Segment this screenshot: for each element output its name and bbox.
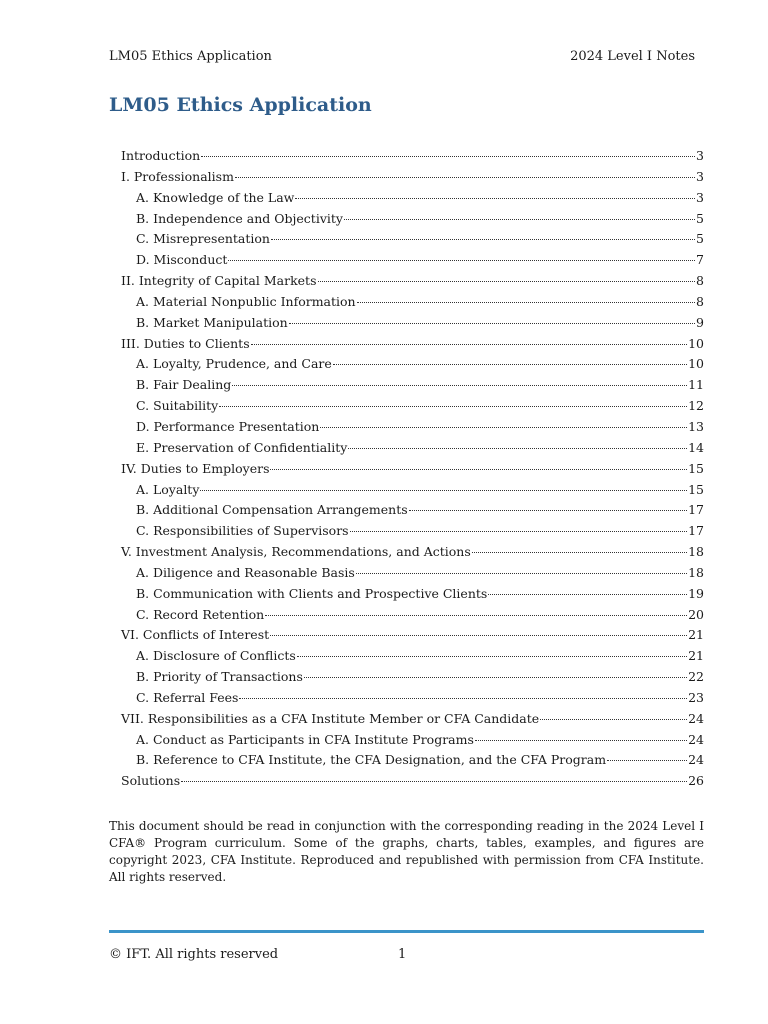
toc-entry[interactable] <box>121 711 704 732</box>
toc-entry-page[interactable]: 3 <box>696 189 704 205</box>
toc-entry-page[interactable]: 21 <box>688 627 704 643</box>
toc-entry-label[interactable]: B. Communication with Clients and Prospective Clients <box>136 585 488 601</box>
toc-dot-leader <box>356 573 687 574</box>
toc-entry-page[interactable]: 24 <box>688 731 704 747</box>
toc-entry[interactable] <box>121 523 704 544</box>
toc-entry-label[interactable]: II. Integrity of Capital Markets <box>121 273 317 289</box>
toc-entry-label[interactable]: B. Fair Dealing <box>136 377 232 393</box>
toc-entry-label[interactable]: A. Disclosure of Conflicts <box>136 648 296 664</box>
toc-entry-label[interactable]: C. Suitability <box>136 398 219 414</box>
toc-entry[interactable] <box>121 294 704 315</box>
toc-entry-page[interactable]: 10 <box>688 356 704 372</box>
toc-entry-page[interactable]: 10 <box>688 335 704 351</box>
toc-entry-page[interactable]: 9 <box>696 314 704 330</box>
toc-entry-page[interactable]: 17 <box>688 502 704 518</box>
page-header <box>109 47 695 65</box>
toc-dot-leader <box>251 344 687 345</box>
toc-entry[interactable] <box>121 252 704 273</box>
footer-copyright: © IFT. All rights reserved <box>109 947 279 962</box>
toc-entry-page[interactable]: 8 <box>696 293 704 309</box>
toc-dot-leader <box>232 385 687 386</box>
toc-dot-leader <box>271 239 695 240</box>
table-of-contents <box>121 148 704 794</box>
toc-entry[interactable] <box>121 482 704 503</box>
toc-dot-leader <box>344 219 695 220</box>
toc-dot-leader <box>350 531 688 532</box>
toc-dot-leader <box>265 615 687 616</box>
toc-dot-leader <box>475 740 687 741</box>
toc-entry[interactable] <box>121 627 704 648</box>
toc-entry[interactable] <box>121 190 704 211</box>
header-right-title: 2024 Level I Notes <box>570 48 695 64</box>
toc-entry-page[interactable]: 7 <box>696 252 704 268</box>
toc-entry-label[interactable]: A. Loyalty <box>136 481 200 497</box>
toc-entry[interactable] <box>121 461 704 482</box>
header-left-title: LM05 Ethics Application <box>109 48 272 64</box>
toc-entry-label[interactable]: A. Diligence and Reasonable Basis <box>136 564 355 580</box>
toc-entry-label[interactable]: A. Conduct as Participants in CFA Institute Programs <box>136 731 474 747</box>
toc-entry[interactable] <box>121 148 704 169</box>
toc-entry-label[interactable]: VII. Responsibilities as a CFA Institute Member or CFA Candidate <box>121 710 540 726</box>
toc-entry[interactable] <box>121 544 704 565</box>
toc-dot-leader <box>348 448 687 449</box>
copyright-notice: This document should be read in conjunction with the corresponding reading in the 2024 Level I CFA® Program curriculum. Some of the graphs, charts, tables, examples, and figures are copyright 2023, CFA Institute. Reproduced and republished with permission from CFA Institute. All rights reserved. <box>109 819 704 884</box>
toc-entry-page[interactable]: 8 <box>696 273 704 289</box>
toc-dot-leader <box>270 469 687 470</box>
toc-entry-label[interactable]: VI. Conflicts of Interest <box>121 627 270 643</box>
toc-dot-leader <box>318 281 696 282</box>
toc-entry-page[interactable]: 15 <box>688 481 704 497</box>
toc-entry[interactable] <box>121 502 704 523</box>
toc-entry[interactable] <box>121 398 704 419</box>
toc-dot-leader <box>289 323 695 324</box>
toc-entry-page[interactable]: 18 <box>688 544 704 560</box>
toc-entry-page[interactable]: 26 <box>688 773 704 789</box>
toc-entry[interactable] <box>121 648 704 669</box>
toc-dot-leader <box>320 427 687 428</box>
toc-entry-page[interactable]: 24 <box>688 710 704 726</box>
toc-dot-leader <box>239 698 687 699</box>
toc-entry-page[interactable]: 17 <box>688 523 704 539</box>
toc-dot-leader <box>304 677 687 678</box>
toc-entry-label[interactable]: C. Referral Fees <box>136 689 239 705</box>
toc-entry[interactable] <box>121 669 704 690</box>
toc-entry-label[interactable]: A. Knowledge of the Law <box>136 189 295 205</box>
toc-entry-page[interactable]: 13 <box>688 418 704 434</box>
toc-dot-leader <box>472 552 687 553</box>
toc-entry-label[interactable]: IV. Duties to Employers <box>121 460 270 476</box>
footer-page-number: 1 <box>398 947 407 962</box>
toc-entry-page[interactable]: 20 <box>688 606 704 622</box>
toc-entry-label[interactable]: Solutions <box>121 773 181 789</box>
toc-entry[interactable] <box>121 752 704 773</box>
toc-dot-leader <box>270 635 687 636</box>
toc-entry[interactable] <box>121 607 704 628</box>
toc-dot-leader <box>409 510 687 511</box>
toc-entry-label[interactable]: B. Reference to CFA Institute, the CFA Designation, and the CFA Program <box>136 752 607 768</box>
toc-entry-label[interactable]: C. Responsibilities of Supervisors <box>136 523 349 539</box>
toc-entry[interactable] <box>121 773 704 794</box>
toc-entry-label[interactable]: D. Performance Presentation <box>136 418 320 434</box>
toc-entry-page[interactable]: 12 <box>688 398 704 414</box>
toc-entry[interactable] <box>121 377 704 398</box>
toc-entry-label[interactable]: B. Independence and Objectivity <box>136 210 343 226</box>
toc-entry-label[interactable]: B. Market Manipulation <box>136 314 288 330</box>
toc-entry-label[interactable]: I. Professionalism <box>121 168 234 184</box>
document-title: LM05 Ethics Application <box>109 94 372 116</box>
toc-entry-page[interactable]: 18 <box>688 564 704 580</box>
toc-entry-label[interactable]: D. Misconduct <box>136 252 228 268</box>
toc-entry-page[interactable]: 3 <box>696 148 704 163</box>
toc-entry-page[interactable]: 14 <box>688 439 704 455</box>
toc-entry-label[interactable]: C. Record Retention <box>136 606 265 622</box>
toc-dot-leader <box>228 260 695 261</box>
toc-dot-leader <box>235 177 695 178</box>
toc-dot-leader <box>540 719 687 720</box>
toc-dot-leader <box>333 364 687 365</box>
toc-entry-label[interactable]: C. Misrepresentation <box>136 231 270 247</box>
toc-entry[interactable] <box>121 419 704 440</box>
toc-entry-label[interactable]: V. Investment Analysis, Recommendations, and Actions <box>121 544 471 560</box>
toc-dot-leader <box>357 302 695 303</box>
toc-entry-label[interactable]: Introduction <box>121 148 201 163</box>
toc-entry-page[interactable]: 21 <box>688 648 704 664</box>
toc-entry-label[interactable]: E. Preservation of Confidentiality <box>136 439 348 455</box>
toc-entry[interactable] <box>121 336 704 357</box>
toc-entry-page[interactable]: 22 <box>688 669 704 685</box>
footer-divider <box>109 930 704 933</box>
toc-dot-leader <box>219 406 687 407</box>
toc-entry-label[interactable]: III. Duties to Clients <box>121 335 250 351</box>
toc-dot-leader <box>488 594 687 595</box>
toc-entry-page[interactable]: 19 <box>688 585 704 601</box>
toc-dot-leader <box>181 781 687 782</box>
toc-entry[interactable] <box>121 732 704 753</box>
page-footer <box>109 947 704 965</box>
toc-entry[interactable] <box>121 690 704 711</box>
toc-entry[interactable] <box>121 440 704 461</box>
toc-dot-leader <box>201 156 695 157</box>
toc-entry-label[interactable]: B. Priority of Transactions <box>136 669 303 685</box>
toc-entry-page[interactable]: 15 <box>688 460 704 476</box>
toc-dot-leader <box>200 490 687 491</box>
toc-entry[interactable] <box>121 586 704 607</box>
toc-entry-page[interactable]: 11 <box>688 377 704 393</box>
toc-entry-label[interactable]: A. Loyalty, Prudence, and Care <box>136 356 332 372</box>
toc-entry[interactable] <box>121 565 704 586</box>
toc-entry[interactable] <box>121 211 704 232</box>
toc-dot-leader <box>607 760 687 761</box>
toc-entry[interactable] <box>121 315 704 336</box>
toc-entry-page[interactable]: 23 <box>688 689 704 705</box>
toc-dot-leader <box>297 656 687 657</box>
toc-dot-leader <box>295 198 695 199</box>
toc-entry-label[interactable]: A. Material Nonpublic Information <box>136 293 356 309</box>
toc-entry-page[interactable]: 5 <box>696 231 704 247</box>
toc-entry[interactable] <box>121 231 704 252</box>
toc-entry[interactable] <box>121 273 704 294</box>
toc-entry-page[interactable]: 3 <box>696 168 704 184</box>
toc-entry-page[interactable]: 5 <box>696 210 704 226</box>
toc-entry-label[interactable]: B. Additional Compensation Arrangements <box>136 502 408 518</box>
toc-entry-page[interactable]: 24 <box>688 752 704 768</box>
toc-entry[interactable] <box>121 356 704 377</box>
toc-entry[interactable] <box>121 169 704 190</box>
